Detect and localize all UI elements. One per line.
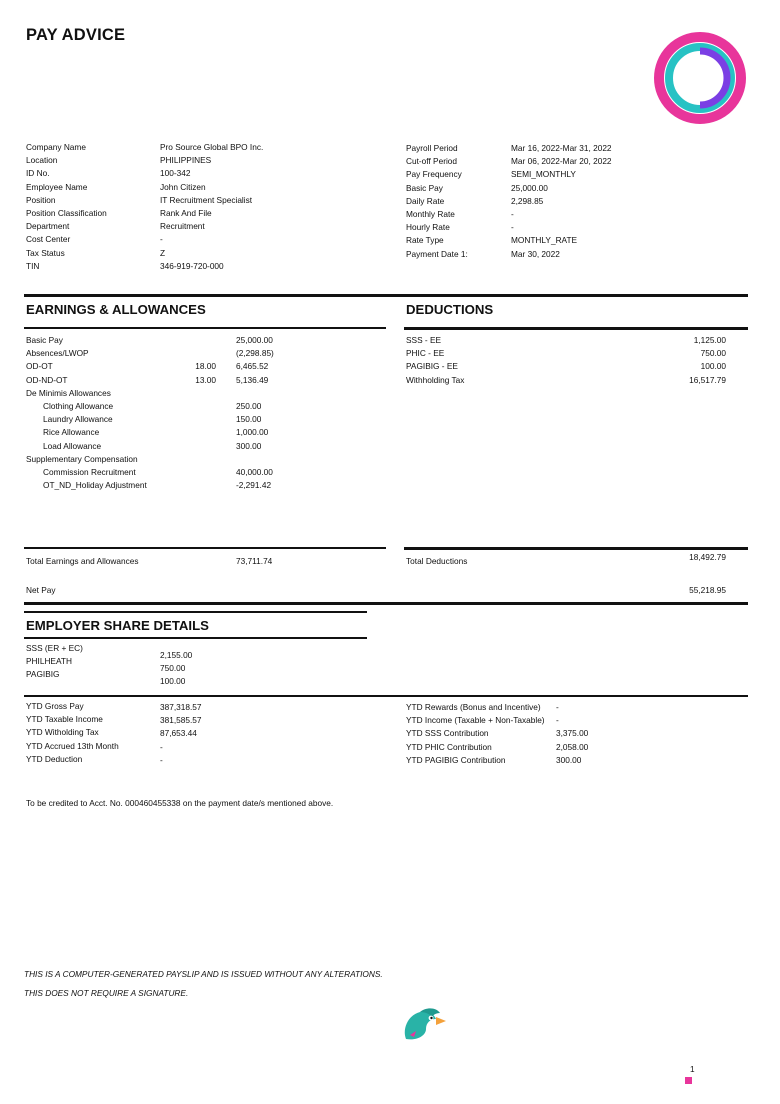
credit-note: To be credited to Acct. No. 000460455338 on the payment date/s mentioned above. [26, 798, 334, 808]
total-earnings-label: Total Earnings and Allowances [26, 556, 139, 566]
earning-amount: 250.00 [236, 400, 262, 411]
info-label: Position Classification [26, 207, 107, 218]
info-value: - [511, 222, 514, 233]
employer-share-label: SSS (ER + EC) [26, 643, 83, 653]
earning-label: OD-OT [26, 361, 53, 372]
deduction-label: PAGIBIG - EE [406, 361, 458, 372]
info-value: - [160, 234, 163, 245]
info-label: ID No. [26, 168, 50, 179]
earning-amount [236, 387, 274, 400]
employer-share-value: 750.00 [160, 663, 186, 674]
info-value: IT Recruitment Specialist [160, 194, 253, 205]
info-label: Tax Status [26, 247, 65, 258]
info-value: 2,298.85 [511, 195, 544, 206]
earnings-qty [180, 334, 216, 387]
company-logo-icon [652, 30, 748, 126]
earning-label: Laundry Allowance [43, 414, 113, 425]
info-value: SEMI_MONTHLY [511, 169, 576, 180]
info-left-labels [26, 141, 107, 273]
info-value: Recruitment [160, 221, 205, 232]
info-value: Pro Source Global BPO Inc. [160, 142, 264, 152]
deduction-label: PHIC - EE [406, 348, 445, 359]
ytd-label: YTD PAGIBIG Contribution [406, 754, 506, 765]
footer-signature-note: THIS DOES NOT REQUIRE A SIGNATURE. [24, 988, 189, 998]
employer-share-values [160, 649, 192, 689]
ytd-left-labels [26, 700, 119, 766]
deduction-labels [406, 334, 464, 387]
earning-qty [180, 347, 216, 360]
deduction-label: Withholding Tax [406, 374, 465, 385]
earning-amount [236, 453, 274, 466]
info-label: Daily Rate [406, 195, 445, 206]
info-label: TIN [26, 260, 40, 271]
ytd-label: YTD Rewards (Bonus and Incentive) [406, 702, 541, 712]
section-rule [24, 294, 748, 297]
employer-share-label: PHILHEATH [26, 656, 72, 667]
ytd-value: 2,058.00 [556, 741, 589, 752]
page-number: 1 [690, 1064, 695, 1074]
info-label: Cut-off Period [406, 156, 458, 167]
info-label: Position [26, 194, 56, 205]
section-rule [24, 695, 748, 697]
section-rule [24, 611, 367, 613]
section-rule [24, 327, 386, 329]
earning-label: OT_ND_Holiday Adjustment [43, 480, 147, 491]
info-label: Employee Name [26, 181, 88, 192]
ytd-value: 3,375.00 [556, 728, 589, 739]
earning-amount: -2,291.42 [236, 480, 272, 491]
ytd-label: YTD Accrued 13th Month [26, 740, 119, 751]
info-value: Z [160, 247, 166, 258]
mascot-bird-icon [400, 1005, 448, 1043]
earning-amount: 1,000.00 [236, 427, 269, 438]
info-value: Mar 06, 2022-Mar 20, 2022 [511, 156, 612, 167]
info-right-labels [406, 142, 468, 261]
page-title: PAY ADVICE [26, 26, 126, 44]
section-rule [404, 327, 748, 330]
earning-amount: 5,136.49 [236, 374, 269, 385]
earning-qty: 13.00 [195, 374, 216, 385]
info-value: Mar 16, 2022-Mar 31, 2022 [511, 143, 612, 153]
section-rule [24, 547, 386, 549]
deduction-amount: 16,517.79 [689, 374, 726, 385]
footer-disclaimer: THIS IS A COMPUTER-GENERATED PAYSLIP AND IS ISSUED WITHOUT ANY ALTERATIONS. [24, 969, 383, 979]
employer-share-labels [26, 642, 83, 682]
earning-amount: 6,465.52 [236, 361, 269, 372]
info-label: Payment Date 1: [406, 248, 468, 259]
deductions-title: DEDUCTIONS [406, 302, 494, 317]
info-label: Department [26, 221, 70, 232]
ytd-right-values [556, 701, 588, 767]
ytd-label: YTD PHIC Contribution [406, 741, 492, 752]
info-label: Company Name [26, 142, 86, 152]
ytd-value: - [556, 702, 559, 712]
ytd-label: YTD Income (Taxable + Non-Taxable) [406, 715, 545, 726]
ytd-label: YTD Gross Pay [26, 701, 84, 711]
info-value: 100-342 [160, 168, 191, 179]
earnings-labels [26, 334, 147, 492]
earnings-title: EARNINGS & ALLOWANCES [26, 302, 206, 317]
info-label: Rate Type [406, 235, 444, 246]
earning-label: Commission Recruitment [43, 466, 136, 477]
deduction-amount: 750.00 [700, 348, 726, 359]
section-rule [24, 602, 748, 605]
earning-label: Basic Pay [26, 335, 63, 345]
info-value: PHILIPPINES [160, 155, 212, 166]
ytd-value: - [556, 715, 559, 726]
info-label: Hourly Rate [406, 222, 450, 233]
earning-label: Rice Allowance [43, 427, 100, 438]
info-label: Pay Frequency [406, 169, 462, 180]
earning-qty [180, 334, 216, 347]
earning-amount: 40,000.00 [236, 466, 273, 477]
ytd-label: YTD SSS Contribution [406, 728, 489, 739]
ytd-value: 381,585.57 [160, 715, 202, 726]
info-label: Location [26, 155, 58, 166]
total-deductions-label: Total Deductions [406, 556, 468, 566]
deduction-amount: 1,125.00 [693, 335, 726, 345]
ytd-label: YTD Witholding Tax [26, 727, 99, 738]
corner-marker [685, 1077, 692, 1084]
info-value: Mar 30, 2022 [511, 248, 560, 259]
net-pay-label: Net Pay [26, 585, 56, 595]
earning-label: OD-ND-OT [26, 374, 68, 385]
ytd-label: YTD Taxable Income [26, 714, 103, 725]
earnings-amounts [236, 334, 274, 492]
deduction-label: SSS - EE [406, 335, 442, 345]
info-left-values [160, 141, 263, 273]
info-right-values [511, 142, 612, 261]
ytd-value: - [160, 741, 163, 752]
earning-label: Supplementary Compensation [26, 453, 138, 464]
deduction-amounts [646, 334, 726, 387]
earning-amount: (2,298.85) [236, 348, 274, 359]
earning-label: Load Allowance [43, 440, 102, 451]
ytd-label: YTD Deduction [26, 753, 83, 764]
info-value: 346-919-720-000 [160, 260, 224, 271]
ytd-value: 387,318.57 [160, 702, 202, 712]
earning-amount: 25,000.00 [236, 335, 273, 345]
info-label: Payroll Period [406, 143, 458, 153]
info-value: 25,000.00 [511, 182, 548, 193]
info-value: Rank And File [160, 207, 212, 218]
info-value: John Citizen [160, 181, 206, 192]
total-earnings-value: 73,711.74 [236, 556, 273, 566]
employer-share-label: PAGIBIG [26, 669, 60, 680]
earning-label: Clothing Allowance [43, 400, 114, 411]
ytd-left-values [160, 701, 202, 767]
info-label: Monthly Rate [406, 208, 455, 219]
earning-amount: 150.00 [236, 414, 262, 425]
earning-label: Absences/LWOP [26, 348, 89, 359]
info-value: - [511, 208, 514, 219]
earning-label: De Minimis Allowances [26, 387, 111, 398]
ytd-value: 87,653.44 [160, 728, 197, 739]
ytd-value: 300.00 [556, 754, 582, 765]
info-value: MONTHLY_RATE [511, 235, 578, 246]
net-pay-value: 55,218.95 [689, 585, 726, 595]
employer-share-title: EMPLOYER SHARE DETAILS [26, 618, 209, 633]
total-deductions-value: 18,492.79 [689, 552, 726, 562]
employer-share-value: 2,155.00 [160, 650, 193, 660]
earning-amount: 300.00 [236, 440, 262, 451]
deduction-amount: 100.00 [700, 361, 726, 372]
section-rule [404, 547, 748, 550]
employer-share-value: 100.00 [160, 676, 186, 687]
earning-qty: 18.00 [195, 361, 216, 372]
ytd-value: - [160, 754, 163, 765]
section-rule [24, 637, 367, 639]
ytd-right-labels [406, 701, 545, 767]
info-label: Cost Center [26, 234, 71, 245]
info-label: Basic Pay [406, 182, 443, 193]
